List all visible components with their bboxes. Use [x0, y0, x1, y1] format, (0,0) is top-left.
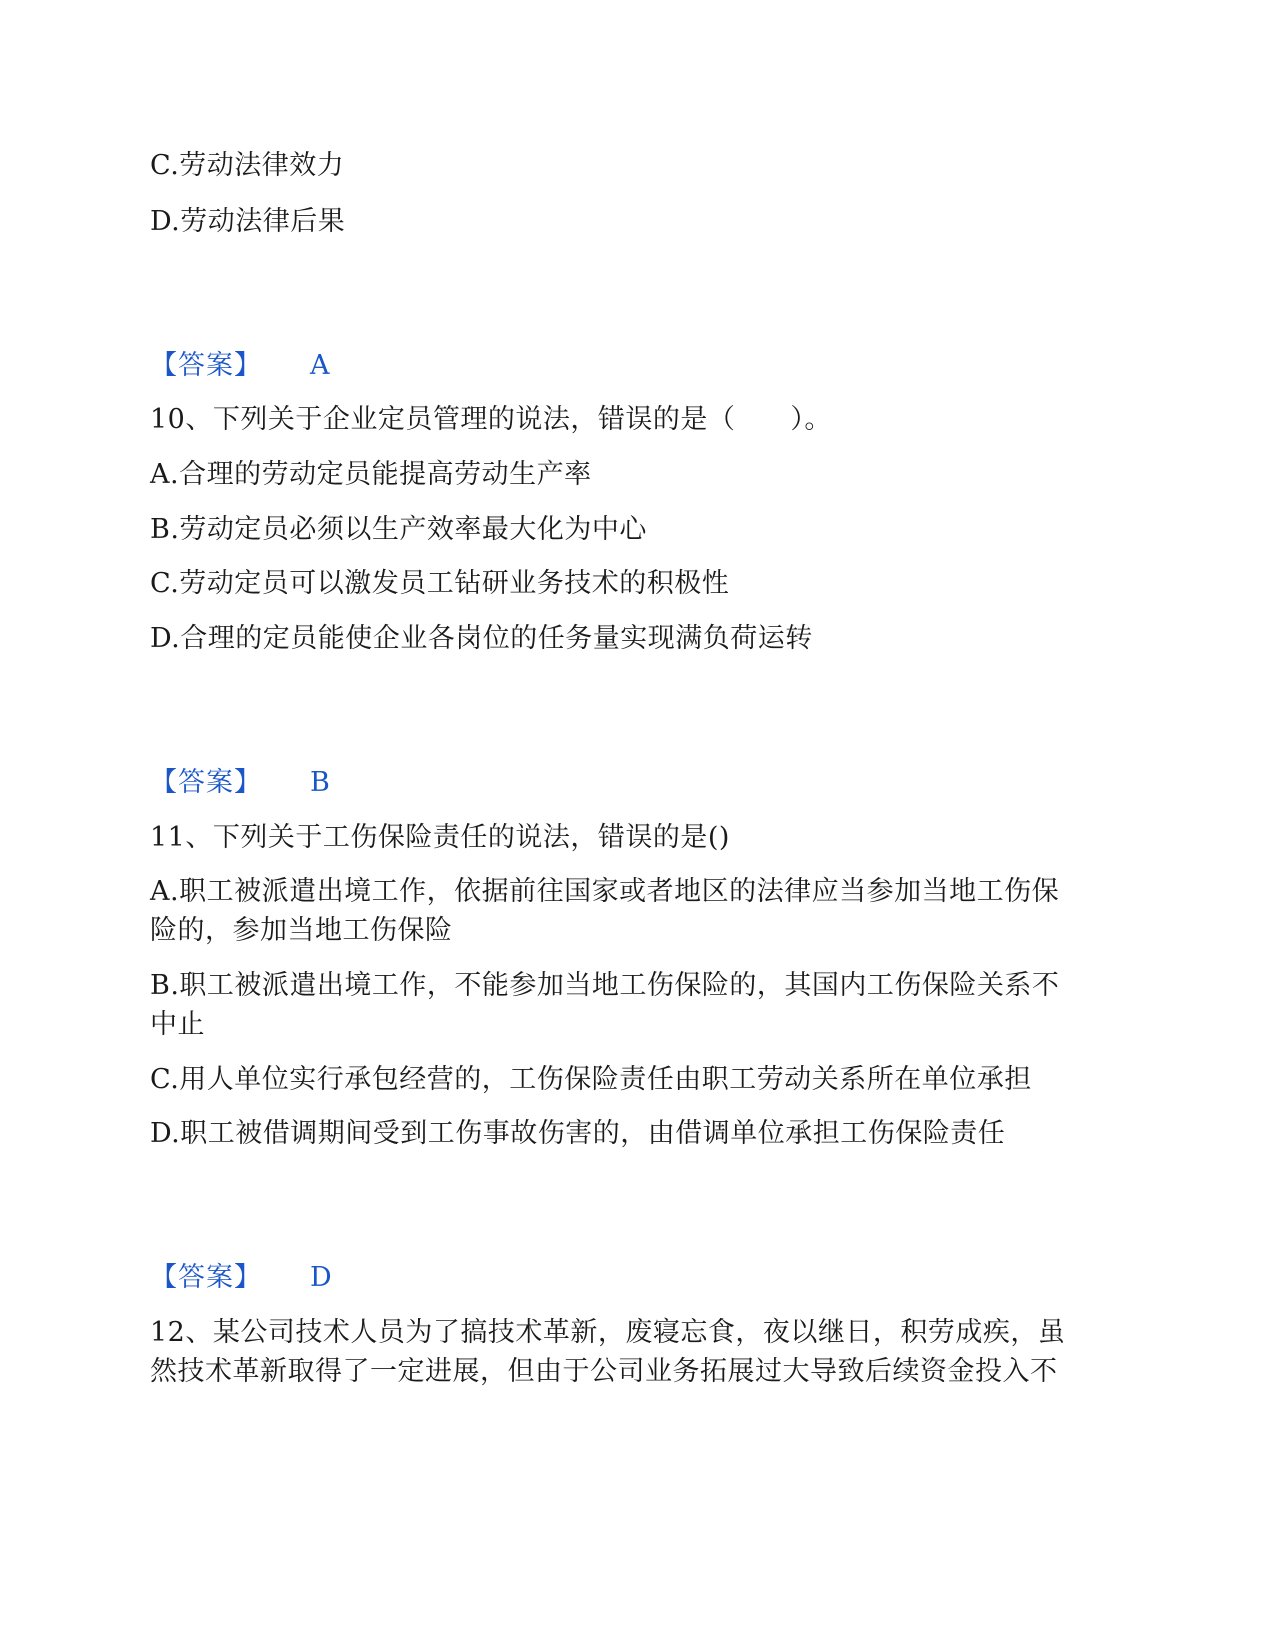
option-d: D.劳动法律后果 — [150, 206, 346, 237]
answer-value: B — [310, 767, 330, 798]
answer-label: 【答案】 — [150, 1262, 262, 1293]
question-11-option-a-line2: 险的，参加当地工伤保险 — [150, 915, 453, 946]
question-11-option-b-line1: B.职工被派遣出境工作，不能参加当地工伤保险的，其国内工伤保险关系不 — [150, 970, 1060, 1001]
question-10-answer-row — [150, 763, 550, 803]
answer-value: D — [310, 1262, 332, 1293]
question-10-option-b: B.劳动定员必须以生产效率最大化为中心 — [150, 514, 647, 545]
question-12-stem-line1: 12、某公司技术人员为了搞技术革新，废寝忘食，夜以继日，积劳成疾，虽 — [150, 1317, 1066, 1348]
question-10-stem: 10、下列关于企业定员管理的说法，错误的是（ ）。 — [150, 404, 832, 435]
question-11-option-a-line1: A.职工被派遣出境工作，依据前往国家或者地区的法律应当参加当地工伤保 — [150, 876, 1060, 907]
question-10-option-c: C.劳动定员可以激发员工钻研业务技术的积极性 — [150, 568, 730, 599]
question-11-answer-row — [150, 1258, 550, 1298]
answer-label: 【答案】 — [150, 350, 262, 381]
answer-row — [150, 346, 550, 386]
option-c: C.劳动法律效力 — [150, 150, 345, 181]
question-10-option-d: D.合理的定员能使企业各岗位的任务量实现满负荷运转 — [150, 623, 813, 654]
question-10-option-a: A.合理的劳动定员能提高劳动生产率 — [150, 459, 592, 490]
question-11-stem: 11、下列关于工伤保险责任的说法，错误的是() — [150, 822, 730, 853]
question-11-option-d: D.职工被借调期间受到工伤事故伤害的，由借调单位承担工伤保险责任 — [150, 1118, 1006, 1149]
answer-label: 【答案】 — [150, 767, 262, 798]
question-11-option-b-line2: 中止 — [150, 1009, 205, 1040]
answer-value: A — [310, 350, 330, 381]
question-12-stem-line2: 然技术革新取得了一定进展，但由于公司业务拓展过大导致后续资金投入不 — [150, 1356, 1058, 1387]
question-11-option-c: C.用人单位实行承包经营的，工伤保险责任由职工劳动关系所在单位承担 — [150, 1064, 1032, 1095]
